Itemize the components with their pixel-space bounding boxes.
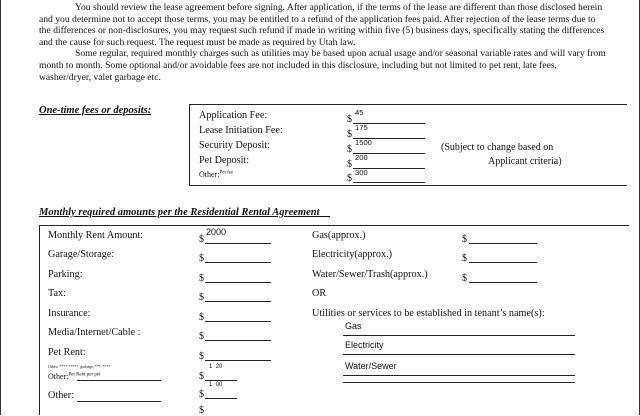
gas-line[interactable] xyxy=(469,233,537,244)
other-tiny-label: Other: **** *****, garbage, ***-**** xyxy=(48,364,111,369)
tenant-electricity-line xyxy=(343,344,575,355)
pet-deposit-value[interactable]: 200 xyxy=(355,153,368,162)
gas-dollar: $ xyxy=(462,234,467,245)
tenant-water-value[interactable]: Water/Sewer xyxy=(345,361,397,371)
pet-rent-dollar: $ xyxy=(199,351,204,362)
lease-initiation-fee-dollar: $ xyxy=(347,129,352,140)
tax-dollar: $ xyxy=(199,292,204,303)
other-blank-dollar: $ xyxy=(199,405,204,416)
other-fee-dollar: $ xyxy=(347,173,352,184)
tax-label: Tax: xyxy=(48,288,66,299)
gas-approx-label: Gas(approx.) xyxy=(312,230,366,241)
media-line[interactable] xyxy=(205,330,271,341)
insurance-dollar: $ xyxy=(199,312,204,323)
tenant-utilities-label: Utilities or services to be established in tenant’s name(s): xyxy=(312,308,545,319)
electricity-dollar: $ xyxy=(462,253,467,264)
intro-text xyxy=(39,2,609,83)
tenant-gas-value[interactable]: Gas xyxy=(345,321,362,331)
other-pet-rent-line xyxy=(77,370,161,381)
lease-initiation-fee-label: Lease Initiation Fee: xyxy=(199,125,283,136)
water-sewer-trash-label: Water/Sewer/Trash(approx.) xyxy=(312,269,428,280)
or-label: OR xyxy=(312,288,327,299)
pet-rent-line[interactable] xyxy=(205,350,271,361)
garage-storage-line[interactable] xyxy=(205,252,271,263)
security-deposit-label: Security Deposit: xyxy=(199,140,271,151)
other-fee-line xyxy=(353,172,425,183)
electricity-line[interactable] xyxy=(469,252,537,263)
monthly-rent-value[interactable]: 2000 xyxy=(206,227,227,237)
tax-line[interactable] xyxy=(205,291,271,302)
garage-storage-label: Garage/Storage: xyxy=(48,249,115,260)
monthly-rent-dollar: $ xyxy=(199,234,204,245)
pet-deposit-dollar: $ xyxy=(347,159,352,170)
security-deposit-dollar: $ xyxy=(347,144,352,155)
lease-initiation-fee-value[interactable]: 175 xyxy=(355,123,368,132)
other-label: Other: xyxy=(48,390,75,401)
insurance-line[interactable] xyxy=(205,311,271,322)
monthly-rent-line xyxy=(205,233,271,244)
application-fee-label: Application Fee: xyxy=(199,110,268,121)
monthly-amounts-heading: Monthly required amounts per the Residential Rental Agreement xyxy=(39,207,320,218)
other-pet-dollar: $ xyxy=(199,389,204,400)
tenant-electricity-value[interactable]: Electricity xyxy=(345,340,384,350)
subject-to-change-note: (Subject to change based on xyxy=(441,142,554,153)
application-fee-dollar: $ xyxy=(347,114,352,125)
other-blank-line xyxy=(77,391,161,402)
pet-deposit-label: Pet Deposit: xyxy=(199,155,250,166)
intro-paragraph-refund: You should review the lease agreement before signing. After application, if the terms of the lease are different than those disclosed herein and you determine not to accept those terms, you may be entitled to a refund of the application fees paid. After rejection of the lease terms due to the differences or non-disclosures, you may request such refund if made in writing within five (5) business days, specifically stating the differences and the cause for such request. The request must be made as required by Utah law. xyxy=(39,2,605,48)
electricity-approx-label: Electricity(approx.) xyxy=(312,249,393,260)
parking-dollar: $ xyxy=(199,273,204,284)
media-internet-cable-label: Media/Internet/Cable : xyxy=(48,327,141,338)
other-fee-label: Other:$^{Pet fee}$ xyxy=(199,170,234,179)
other-tiny-dollar: $ xyxy=(199,371,204,382)
pet-rent-label: Pet Rent: xyxy=(48,347,86,358)
applicant-criteria-note: Applicant criteria) xyxy=(488,156,562,167)
parking-label: Parking: xyxy=(48,269,83,280)
other-tiny-line xyxy=(205,370,237,381)
intro-paragraph-charges: Some regular, required monthly charges such as utilities may be based upon actual usage and/or seasonal variable rates and will vary from month to month. Some optional and/or avoidable fees are not included in this disclosure, including but not limited to pet rent, late fees, washer/dryer, valet garbage etc. xyxy=(39,48,606,83)
application-fee-value[interactable]: 45 xyxy=(355,108,364,117)
monthly-rent-label: Monthly Rent Amount: xyxy=(48,230,144,241)
insurance-label: Insurance: xyxy=(48,308,91,319)
water-line[interactable] xyxy=(469,272,537,283)
other-pet-line xyxy=(205,388,237,399)
parking-line[interactable] xyxy=(205,272,271,283)
tenant-gas-line xyxy=(343,325,575,336)
security-deposit-value[interactable]: 1500 xyxy=(355,138,372,147)
tenant-blank-line xyxy=(343,372,575,383)
media-dollar: $ xyxy=(199,331,204,342)
other-pet-value[interactable]: 1 00 xyxy=(209,382,223,388)
other-pet-rent-label: Other:$^{Pet Rent per pet}$ xyxy=(48,372,101,381)
one-time-fees-heading: One-time fees or deposits: xyxy=(39,105,152,116)
water-dollar: $ xyxy=(462,273,467,284)
other-tiny-value[interactable]: 1 20 xyxy=(209,364,223,370)
garage-storage-dollar: $ xyxy=(199,253,204,264)
other-fee-value[interactable]: 300 xyxy=(355,168,368,177)
